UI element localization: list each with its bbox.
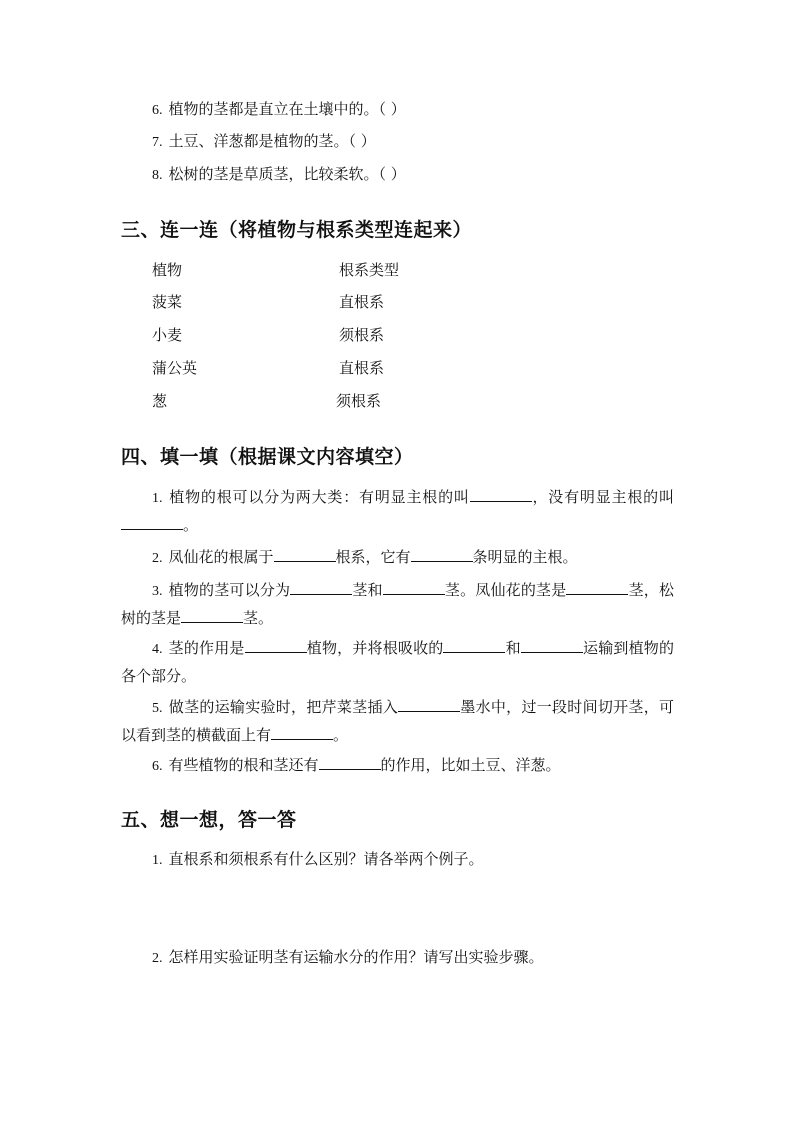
section3-title: 三、连一连（将植物与根系类型连起来）: [121, 219, 473, 241]
answer-blank[interactable]: [181, 608, 243, 623]
answer-blank[interactable]: [521, 638, 583, 653]
answer-blank[interactable]: [566, 580, 628, 595]
match-right-item: 须根系: [339, 326, 385, 344]
judge-item-7: 7. 土豆、洋葱都是植物的茎。（ ）: [152, 132, 376, 150]
match-left-item: 菠菜: [152, 293, 183, 311]
fill-question-4: 4. 茎的作用是 植物，并将根吸收的 和 运输到植物的各个部分。: [121, 639, 674, 685]
answer-blank[interactable]: [319, 755, 381, 770]
match-right-item: 直根系: [339, 359, 385, 377]
answer-question-1: 1. 直根系和须根系有什么区别？请各举两个例子。: [152, 850, 484, 868]
fill-question-3: 3. 植物的茎可以分为 茎和 茎。凤仙花的茎是 茎，松树的茎是 茎。: [121, 581, 674, 627]
match-left-item: 葱: [152, 392, 168, 410]
match-right-item: 须根系: [336, 392, 382, 410]
match-right-item: 直根系: [339, 293, 385, 311]
match-left-item: 蒲公英: [152, 359, 198, 377]
answer-blank[interactable]: [271, 725, 333, 740]
fill-question-5: 5. 做茎的运输实验时，把芹菜茎插入 墨水中，过一段时间切开茎，可以看到茎的横截面上有 。: [121, 698, 674, 744]
match-right-header: 根系类型: [339, 261, 400, 279]
answer-blank[interactable]: [121, 515, 183, 530]
answer-blank[interactable]: [383, 580, 445, 595]
answer-blank[interactable]: [470, 487, 532, 502]
match-left-item: 小麦: [152, 326, 183, 344]
fill-question-2: 2. 凤仙花的根属于 根系，它有 条明显的主根。: [152, 548, 578, 566]
judge-item-6: 6. 植物的茎都是直立在土壤中的。（ ）: [152, 100, 406, 118]
answer-blank[interactable]: [274, 547, 336, 562]
answer-blank[interactable]: [411, 547, 473, 562]
answer-blank[interactable]: [245, 638, 307, 653]
answer-blank[interactable]: [443, 638, 505, 653]
fill-question-1: 1. 植物的根可以分为两大类：有明显主根的叫 ，没有明显主根的叫。: [121, 484, 674, 538]
answer-blank[interactable]: [398, 697, 460, 712]
judge-item-8: 8. 松树的茎是草质茎，比较柔软。（ ）: [152, 165, 406, 183]
match-left-header: 植物: [152, 261, 183, 279]
section5-title: 五、想一想，答一答: [121, 809, 297, 831]
fill-question-6: 6. 有些植物的根和茎还有 的作用，比如土豆、洋葱。: [152, 756, 561, 774]
section4-title: 四、填一填（根据课文内容填空）: [121, 446, 414, 468]
answer-blank[interactable]: [290, 580, 352, 595]
answer-question-2: 2. 怎样用实验证明茎有运输水分的作用？请写出实验步骤。: [152, 948, 544, 966]
